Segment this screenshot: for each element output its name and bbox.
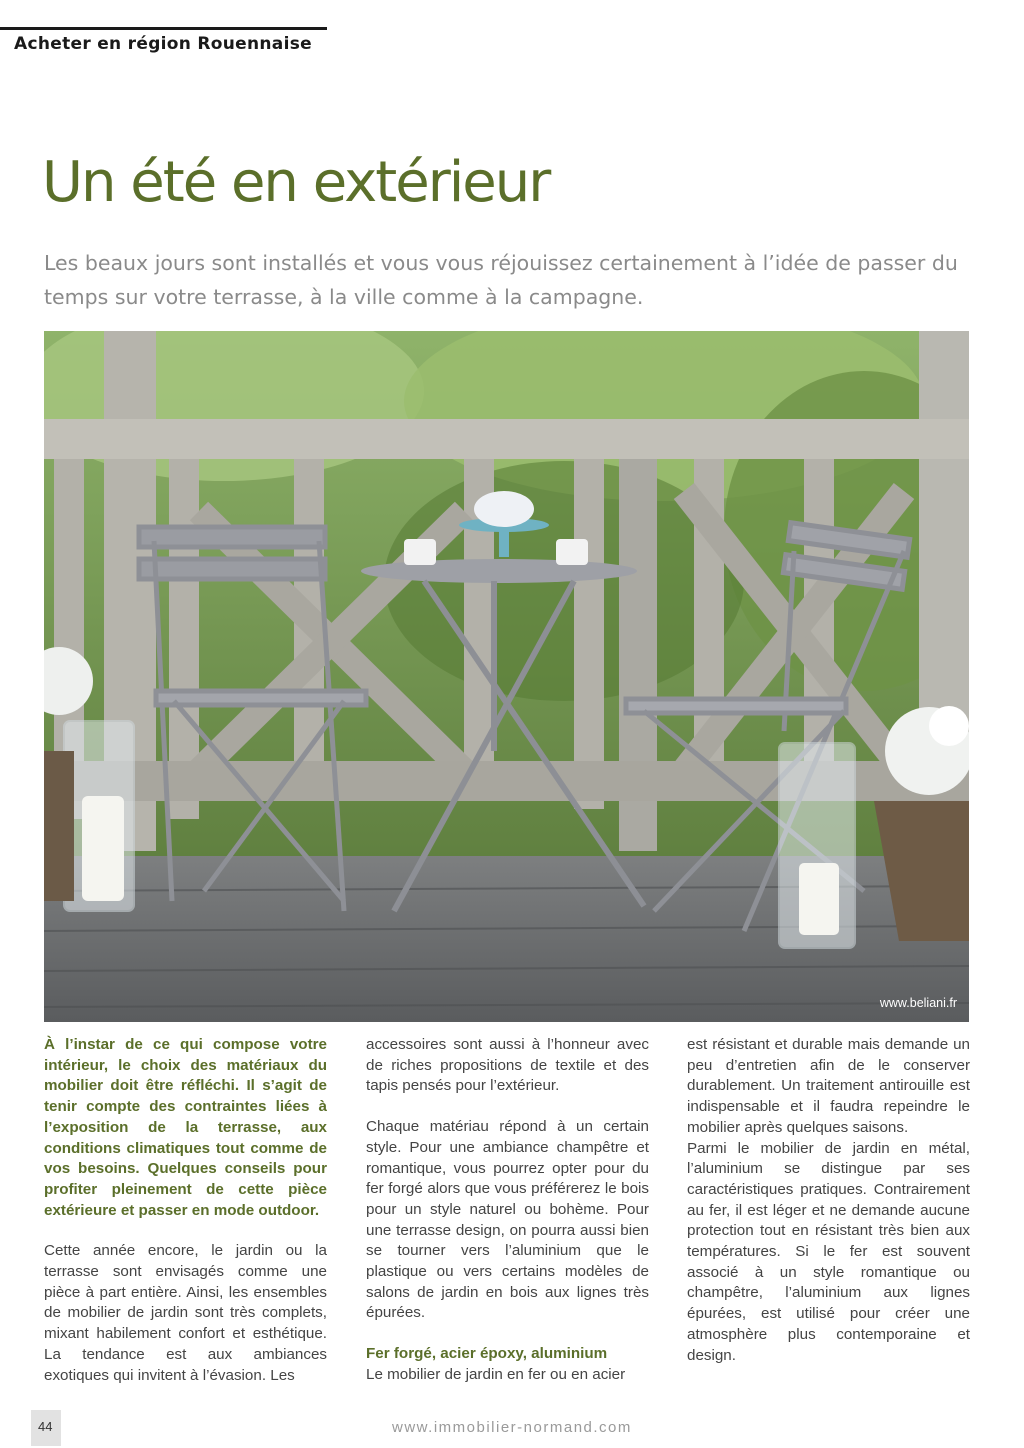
article-paragraph: Cette année encore, le jardin ou la terrasse sont envisagés comme une pièce à part entière. Ainsi, les ensembles de mobilier de jardin sont très complets, mixant habilement confort et esthétique. La tendance est aux ambiances exotiques qui invitent à l’évasion. Les [44,1242,327,1384]
article-column-2 [366,1035,649,1386]
photo-credit: www.beliani.fr [879,996,957,1010]
article-paragraph: accessoires sont aussi à l’honneur avec de riches propositions de textile et des tapis pensés pour l’extérieur. [366,1036,649,1095]
terrace-illustration [44,331,969,1022]
page-number: 44 [38,1419,53,1434]
article-paragraph: Chaque matériau répond à un certain style. Pour une ambiance champêtre et romantique, vous pourrez opter pour du fer forgé alors que vous préférerez le bois pour un style naturel ou bohème. Pour une terrasse design, on pourra aussi bien se tourner vers l’aluminium que le plastique ou vers certains modèles de salons de jardin en bois aux lignes très épurées. [366,1118,649,1322]
article-subheading: Fer forgé, acier époxy, aluminium [366,1345,608,1363]
article-lead: À l’instar de ce qui compose votre intérieur, le choix des matériaux du mobilier doit être réfléchi. Il s’agit de tenir compte des contraintes liées à l’exposition de la terrasse, aux conditions climatiques tout comme de vos besoins. Quelques conseils pour profiter pleinement de cette pièce extérieure et passer en mode outdoor. [44,1036,327,1219]
footer-website: www.immobilier-normand.com [392,1419,632,1436]
article-paragraph: Parmi le mobilier de jardin en métal, l’aluminium se distingue par ses caractéristiques pratiques. Contrairement au fer, il est léger et ne demande aucune protection tout en résistant très bien aux températures. Si le fer est souvent associé à un style romantique ou champêtre, l’aluminium aux lignes épurées, est utilisé pour créer une atmosphère plus contemporaine et design. [687,1139,970,1364]
section-heading: Acheter en région Rouennaise [14,34,312,54]
header-rule [0,27,327,30]
terrace-photo [44,331,969,1022]
article-column-3 [687,1035,970,1366]
article-paragraph: est résistant et durable mais demande un peu d’entretien afin de le conserver durablement. Un traitement antirouille est indispensable et il faudra repeindre le mobilier après quelques saisons. [687,1036,970,1136]
article-paragraph: Le mobilier de jardin en fer ou en acier [366,1365,626,1383]
article-title: Un été en extérieur [42,150,550,215]
article-column-1 [44,1035,327,1386]
article-intro: Les beaux jours sont installés et vous vous réjouissez certainement à l’idée de passer du temps sur votre terrasse, à la ville comme à la campagne. [44,251,958,309]
